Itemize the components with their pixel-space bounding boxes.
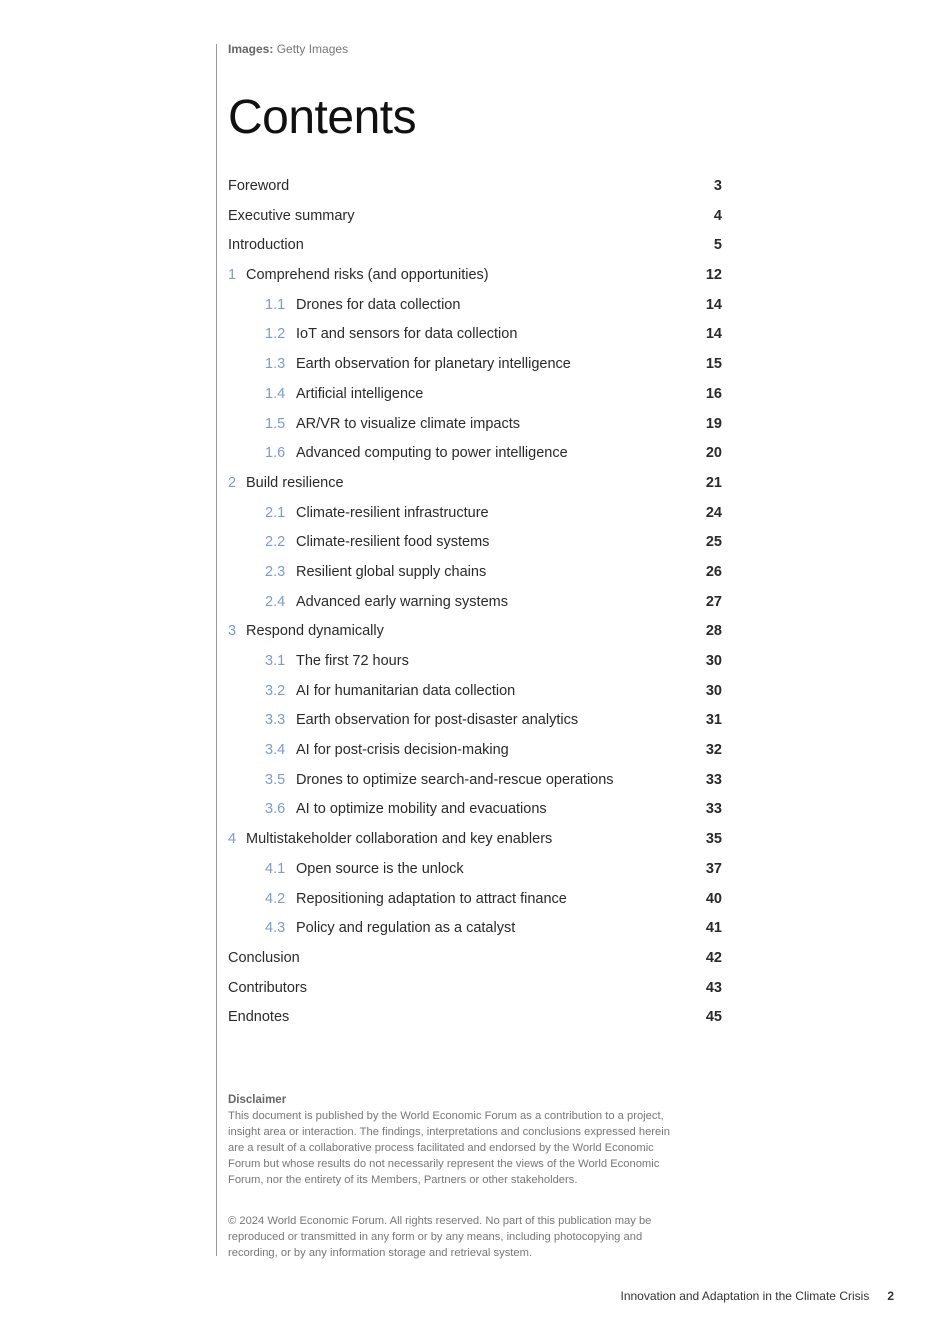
toc-entry[interactable] bbox=[228, 291, 722, 321]
toc-entry-label: Earth observation for post-disaster analytics bbox=[296, 712, 579, 729]
toc-entry-page: 24 bbox=[705, 504, 722, 521]
toc-entry-number: 4.3 bbox=[265, 920, 286, 937]
toc-entry-page: 33 bbox=[705, 801, 722, 818]
toc-entry[interactable] bbox=[228, 885, 722, 915]
toc-entry[interactable] bbox=[228, 766, 722, 796]
toc-entry-page: 25 bbox=[705, 534, 722, 551]
toc-entry-number: 1.3 bbox=[265, 356, 286, 373]
toc-entry-page: 37 bbox=[705, 860, 722, 877]
toc-entry-label: Executive summary bbox=[228, 207, 355, 224]
toc-entry-page: 14 bbox=[705, 296, 722, 313]
toc-entry[interactable] bbox=[228, 410, 722, 440]
toc-entry[interactable] bbox=[228, 202, 722, 232]
image-credit-source: Getty Images bbox=[276, 42, 349, 56]
toc-entry-page: 45 bbox=[705, 1009, 722, 1026]
toc-entry-label: Advanced early warning systems bbox=[296, 593, 508, 610]
margin-rule bbox=[216, 44, 217, 1256]
toc-entry-label: The first 72 hours bbox=[296, 653, 409, 669]
toc-entry-number: 1.2 bbox=[265, 326, 286, 343]
toc-entry[interactable] bbox=[228, 231, 722, 261]
toc-entry-label: Drones for data collection bbox=[296, 296, 461, 313]
toc-entry-page: 15 bbox=[705, 356, 722, 373]
toc-entry-number: 2.4 bbox=[265, 593, 286, 610]
toc-entry-label: Repositioning adaptation to attract finance bbox=[296, 890, 567, 907]
disclaimer bbox=[228, 1092, 688, 1188]
toc-entry-page: 21 bbox=[705, 474, 722, 491]
toc-entry-number: 4 bbox=[228, 831, 237, 848]
image-credit bbox=[228, 42, 348, 56]
toc-entry-number: 2.1 bbox=[265, 504, 286, 521]
toc-entry-label: Advanced computing to power intelligence bbox=[296, 445, 568, 462]
toc-entry-page: 41 bbox=[705, 920, 722, 937]
toc-entry-number: 3.2 bbox=[265, 682, 286, 699]
toc-entry[interactable] bbox=[228, 1003, 722, 1033]
toc-entry[interactable] bbox=[228, 736, 722, 766]
toc-entry[interactable] bbox=[228, 706, 722, 736]
toc-entry[interactable] bbox=[228, 439, 722, 469]
toc-entry-label: IoT and sensors for data collection bbox=[296, 326, 518, 343]
page-footer bbox=[621, 1289, 895, 1303]
toc-entry-label: Conclusion bbox=[228, 949, 300, 966]
toc-entry-page: 35 bbox=[705, 831, 722, 848]
toc-entry-label: Build resilience bbox=[246, 474, 344, 491]
toc-entry[interactable] bbox=[228, 825, 722, 855]
image-credit-label: Images: bbox=[228, 42, 274, 56]
toc-entry-page: 5 bbox=[713, 237, 722, 254]
toc-entry[interactable] bbox=[228, 350, 722, 380]
toc-entry-label: Climate-resilient infrastructure bbox=[296, 504, 489, 521]
toc-entry-label: Earth observation for planetary intelligence bbox=[296, 356, 571, 373]
toc-entry-page: 19 bbox=[705, 415, 722, 432]
toc-entry-number: 3.1 bbox=[265, 653, 286, 669]
toc-entry-label: Introduction bbox=[228, 237, 304, 254]
disclaimer-heading: Disclaimer bbox=[228, 1094, 287, 1106]
toc-entry-number: 1.4 bbox=[265, 385, 286, 402]
toc-entry-number: 2 bbox=[228, 474, 237, 491]
toc-entry-number: 1.5 bbox=[265, 415, 286, 432]
toc-entry-label: Drones to optimize search-and-rescue operations bbox=[296, 771, 614, 788]
toc-entry[interactable] bbox=[228, 914, 722, 944]
toc-entry-label: AI for humanitarian data collection bbox=[296, 682, 516, 699]
toc-entry-page: 40 bbox=[705, 890, 722, 907]
toc-entry[interactable] bbox=[228, 320, 722, 350]
toc-entry[interactable] bbox=[228, 588, 722, 618]
toc-entry-label: Policy and regulation as a catalyst bbox=[296, 920, 516, 937]
toc-entry-page: 30 bbox=[705, 653, 722, 669]
toc-entry[interactable] bbox=[228, 647, 722, 677]
toc-entry[interactable] bbox=[228, 677, 722, 707]
toc-entry-number: 4.2 bbox=[265, 890, 286, 907]
toc-entry-number: 2.2 bbox=[265, 534, 286, 551]
toc-entry[interactable] bbox=[228, 617, 722, 647]
toc-entry-page: 28 bbox=[705, 623, 722, 640]
toc-entry-page: 4 bbox=[713, 207, 722, 224]
toc-entry-page: 30 bbox=[705, 682, 722, 699]
toc-entry-label: Contributors bbox=[228, 979, 307, 996]
toc-entry-label: Artificial intelligence bbox=[296, 385, 424, 402]
toc-entry-number: 4.1 bbox=[265, 860, 286, 877]
toc-entry-page: 12 bbox=[705, 267, 722, 284]
toc-entry-label: Climate-resilient food systems bbox=[296, 534, 490, 551]
disclaimer-body: This document is published by the World Economic Forum as a contribution to a project, insight area or interaction. The findings, interpretations and conclusions expressed herein are a result of a collaborative process facilitated and endorsed by the World Economic Forum but whose results do not necessarily represent the views of the World Economic Forum, nor the entirety of its Members, Partners or other stakeholders. bbox=[228, 1110, 670, 1186]
toc-entry-label: AR/VR to visualize climate impacts bbox=[296, 415, 521, 432]
toc-entry-number: 1.1 bbox=[265, 296, 286, 313]
toc-entry-label: Respond dynamically bbox=[246, 623, 384, 640]
footer-document-title: Innovation and Adaptation in the Climate Crisis bbox=[620, 1289, 870, 1303]
toc-entry-page: 27 bbox=[705, 593, 722, 610]
toc-entry-label: Resilient global supply chains bbox=[296, 563, 487, 580]
toc-entry-number: 3.6 bbox=[265, 801, 286, 818]
toc-entry-label: Open source is the unlock bbox=[296, 860, 464, 877]
toc-entry[interactable] bbox=[228, 499, 722, 529]
toc-entry-label: Foreword bbox=[228, 178, 290, 194]
toc-entry-number: 1 bbox=[228, 267, 237, 284]
page-title: Contents bbox=[228, 91, 417, 144]
toc-entry-page: 26 bbox=[705, 563, 722, 580]
toc-entry-label: Endnotes bbox=[228, 1009, 290, 1026]
toc-entry-number: 1.6 bbox=[265, 445, 286, 462]
toc-entry-page: 31 bbox=[705, 712, 722, 729]
toc-entry[interactable] bbox=[228, 974, 722, 1004]
toc-entry-page: 3 bbox=[713, 178, 722, 194]
footer-page-number: 2 bbox=[887, 1289, 894, 1303]
toc-entry-number: 3.3 bbox=[265, 712, 286, 729]
toc-entry-number: 3.4 bbox=[265, 742, 286, 759]
toc-entry-label: Comprehend risks (and opportunities) bbox=[246, 267, 489, 284]
toc-entry-label: AI for post-crisis decision-making bbox=[296, 742, 509, 759]
toc-entry[interactable] bbox=[228, 469, 722, 499]
toc-entry-page: 42 bbox=[705, 949, 722, 966]
toc-entry[interactable] bbox=[228, 261, 722, 291]
copyright-notice: © 2024 World Economic Forum. All rights reserved. No part of this publication may be reproduced or transmitted in any form or by any means, including photocopying and recording, or by any information storage and retrieval system. bbox=[228, 1215, 652, 1259]
toc-entry-page: 32 bbox=[705, 742, 722, 759]
toc-entry[interactable] bbox=[228, 795, 722, 825]
toc-entry-page: 14 bbox=[705, 326, 722, 343]
toc-entry-page: 33 bbox=[705, 771, 722, 788]
toc-entry-page: 43 bbox=[705, 979, 722, 996]
toc-entry[interactable] bbox=[228, 944, 722, 974]
toc-entry-label: AI to optimize mobility and evacuations bbox=[296, 801, 547, 818]
toc-entry-label: Multistakeholder collaboration and key enablers bbox=[246, 831, 553, 848]
toc-entry-number: 3 bbox=[228, 623, 237, 640]
toc-entry-number: 2.3 bbox=[265, 563, 286, 580]
toc-entry-page: 16 bbox=[705, 385, 722, 402]
toc-entry[interactable] bbox=[228, 528, 722, 558]
toc-entry-number: 3.5 bbox=[265, 771, 286, 788]
toc-entry[interactable] bbox=[228, 172, 722, 202]
toc-entry[interactable] bbox=[228, 855, 722, 885]
toc-entry[interactable] bbox=[228, 558, 722, 588]
toc-entry-page: 20 bbox=[705, 445, 722, 462]
toc-entry[interactable] bbox=[228, 380, 722, 410]
table-of-contents bbox=[228, 172, 722, 1033]
